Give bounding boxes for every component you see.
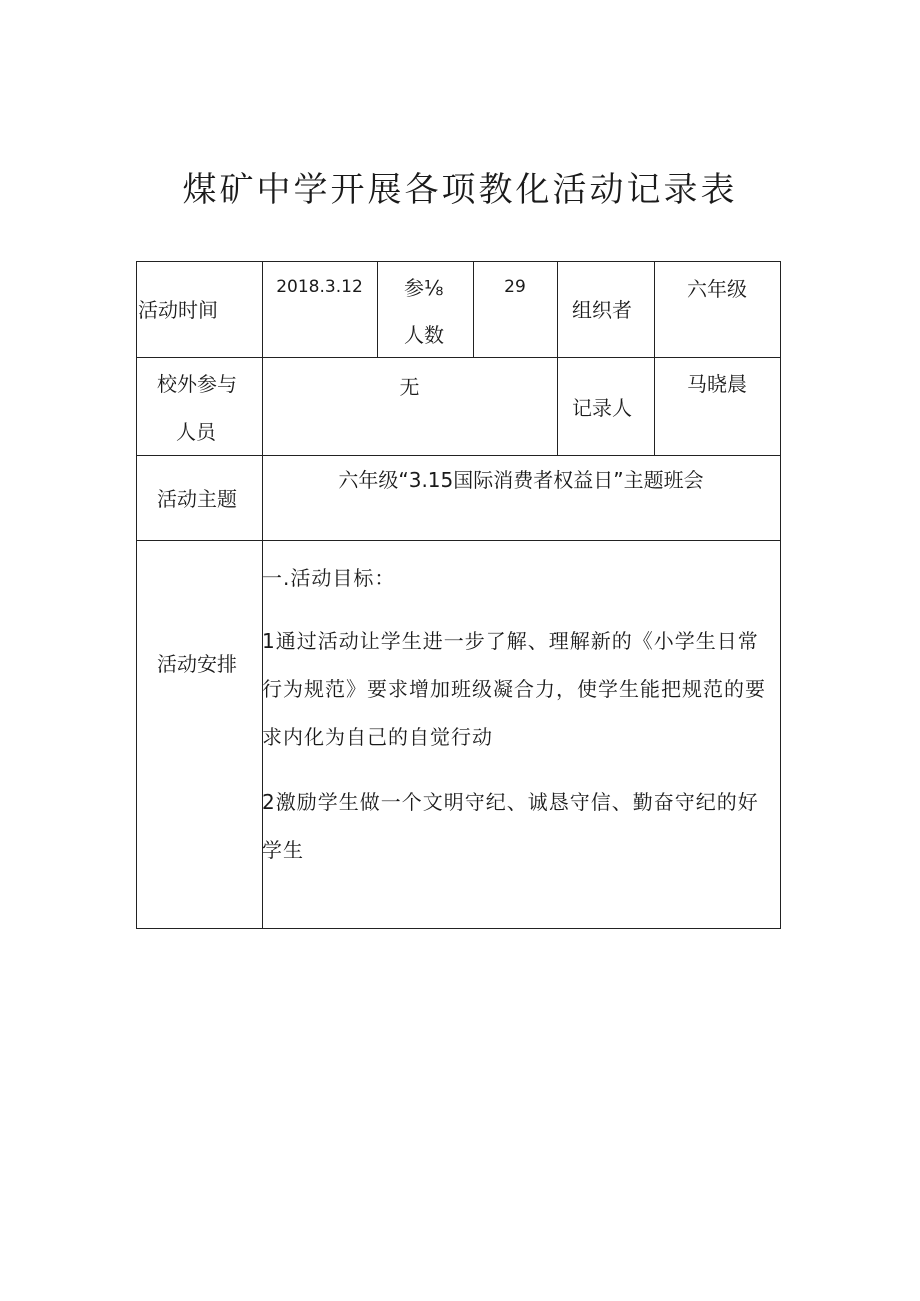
activity-time-label: 活动时间	[138, 298, 218, 322]
participants-value: 29	[504, 277, 526, 297]
arrangement-item-2: 2激励学生做一个文明守纪、诚恳守信、勤奋守纪的好学生	[262, 790, 759, 862]
table-rule-row1	[136, 357, 781, 358]
table-border-bottom	[136, 928, 781, 929]
participants-label-line1: 参⅛	[404, 276, 444, 300]
table-border-left	[136, 261, 137, 929]
recorder-label: 记录人	[572, 396, 632, 420]
arrangement-item-1: 1通过活动让学生进一步了解、理解新的《小学生日常行为规范》要求增加班级凝合力，使学生能把规范的要求内化为自己的自觉行动	[262, 629, 766, 749]
participants-label-line2: 人数	[404, 323, 444, 347]
document-title: 煤矿中学开展各项教化活动记录表	[182, 170, 738, 210]
table-rule-row2	[136, 455, 781, 456]
outside-participants-label-line1: 校外参与	[157, 372, 237, 396]
activity-theme-label: 活动主题	[157, 487, 237, 511]
table-col-divider-2	[377, 261, 378, 358]
outside-participants-label-line2: 人员	[176, 420, 216, 444]
organizer-value: 六年级	[687, 277, 747, 301]
outside-participants-value: 无	[399, 375, 420, 399]
activity-time-value: 2018.3.12	[276, 277, 363, 297]
table-border-right	[780, 261, 781, 929]
activity-theme-value: 六年级“3.15国际消费者权益日”主题班会	[338, 468, 704, 492]
organizer-label: 组织者	[572, 298, 632, 322]
arrangement-heading: 一.活动目标：	[262, 566, 396, 590]
table-border-top	[136, 261, 781, 262]
recorder-value: 马晓晨	[687, 372, 747, 396]
table-col-divider-4	[557, 261, 558, 456]
table-rule-row3	[136, 540, 781, 541]
activity-arrangement-label: 活动安排	[157, 652, 237, 676]
table-col-divider-3	[473, 261, 474, 358]
